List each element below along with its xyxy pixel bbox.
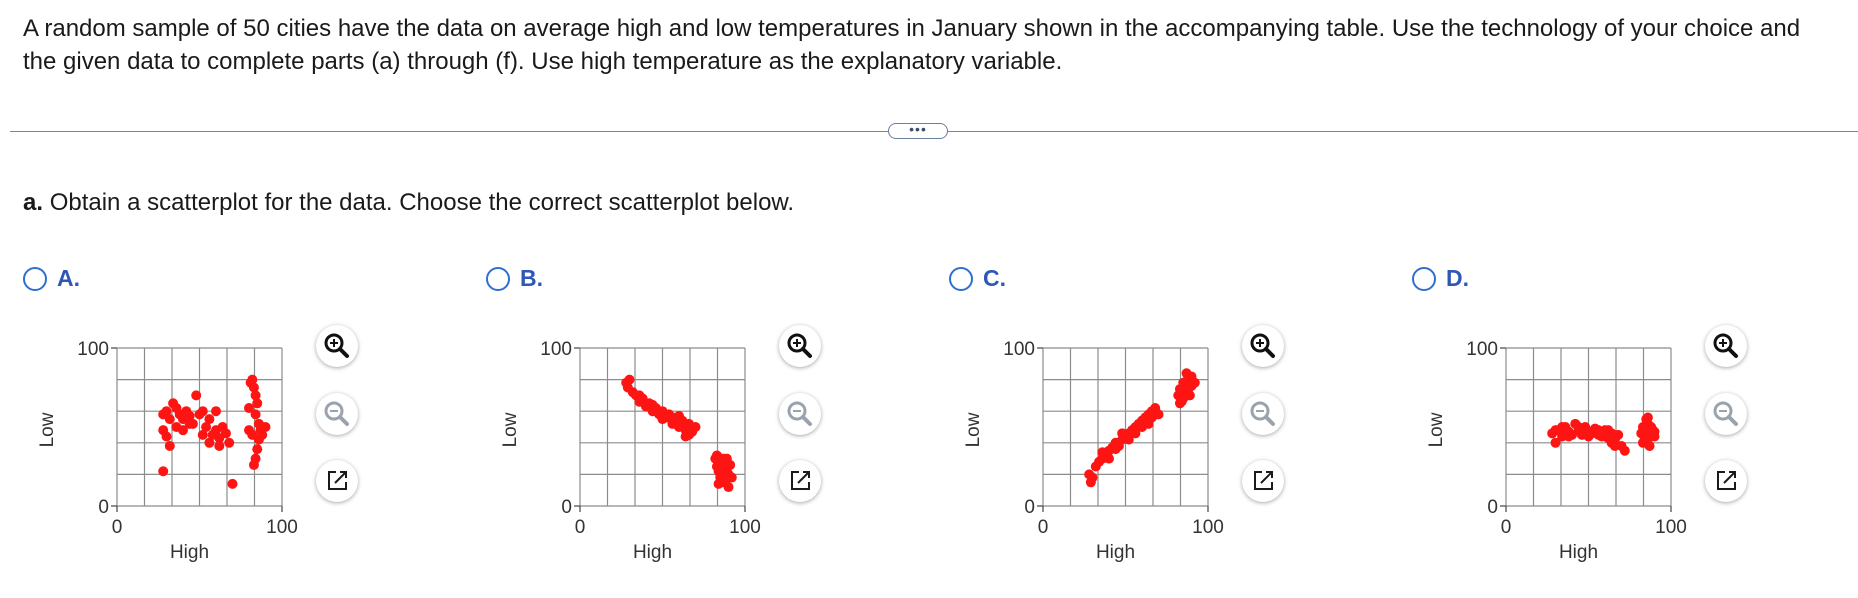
data-point — [204, 414, 214, 424]
y-tick-label-top: 100 — [1003, 339, 1035, 360]
y-axis-label: Low — [1426, 412, 1447, 448]
zoom-in-icon — [1705, 325, 1747, 367]
zoom-in-icon — [779, 325, 821, 367]
option-c-label[interactable]: C. — [983, 265, 1006, 291]
data-point — [244, 425, 254, 435]
data-point — [725, 460, 735, 470]
data-point — [165, 414, 175, 424]
y-axis-label: Low — [963, 412, 984, 448]
popout-icon — [316, 460, 358, 502]
data-point — [1088, 473, 1098, 483]
data-point — [1610, 441, 1620, 451]
question-intro: A random sample of 50 cities have the data on average high and low temperatures in January shown in the accompanying table. Use the technology of your choice and the given data to complete parts (a) through (f). Use high temperature as the explanatory variable. — [23, 15, 1801, 75]
data-point — [684, 430, 694, 440]
popout-icon-button[interactable] — [779, 460, 821, 502]
data-point — [1175, 384, 1185, 394]
data-points — [1084, 368, 1200, 487]
data-point — [221, 428, 231, 438]
zoom-out-icon — [1242, 393, 1284, 435]
popout-icon-button[interactable] — [1705, 460, 1747, 502]
data-point — [249, 460, 259, 470]
data-point — [162, 431, 172, 441]
zoom-out-icon-button[interactable] — [779, 393, 821, 435]
x-axis-label: High — [632, 542, 673, 563]
data-point — [1111, 444, 1121, 454]
data-point — [261, 422, 271, 432]
x-axis-label: High — [169, 542, 210, 563]
x-tick-label-right: 100 — [1192, 517, 1224, 538]
popout-icon-button[interactable] — [316, 460, 358, 502]
data-point — [648, 400, 658, 410]
zoom-out-icon-button[interactable] — [1705, 393, 1747, 435]
y-tick-label-bottom: 0 — [98, 497, 109, 518]
popout-icon — [1705, 460, 1747, 502]
scatterplot-d — [1412, 265, 1687, 575]
data-point — [251, 409, 261, 419]
y-tick-label-bottom: 0 — [561, 497, 572, 518]
scatterplot-a — [23, 265, 298, 575]
zoom-in-icon-button[interactable] — [779, 325, 821, 367]
data-point — [674, 411, 684, 421]
zoom-out-icon — [779, 393, 821, 435]
y-tick-label-top: 100 — [540, 339, 572, 360]
data-point — [165, 441, 175, 451]
data-point — [1182, 368, 1192, 378]
data-point — [191, 390, 201, 400]
data-point — [228, 479, 238, 489]
data-point — [1147, 413, 1157, 423]
data-point — [1584, 431, 1594, 441]
y-axis-label: Low — [500, 412, 521, 448]
data-point — [252, 444, 262, 454]
data-point — [634, 397, 644, 407]
data-point — [204, 438, 214, 448]
data-point — [691, 422, 701, 432]
x-tick-label-right: 100 — [266, 517, 298, 538]
data-point — [1190, 378, 1200, 388]
data-point — [1557, 422, 1567, 432]
data-point — [658, 414, 668, 424]
part-a-prompt — [23, 189, 794, 217]
x-tick-label-right: 100 — [1655, 517, 1687, 538]
zoom-out-icon — [316, 393, 358, 435]
x-tick-label-right: 100 — [729, 517, 761, 538]
data-point — [1603, 425, 1613, 435]
y-tick-label-bottom: 0 — [1487, 497, 1498, 518]
data-point — [198, 406, 208, 416]
option-b-label[interactable]: B. — [520, 265, 543, 291]
zoom-out-icon-button[interactable] — [1242, 393, 1284, 435]
popout-icon — [779, 460, 821, 502]
scatterplot-b — [486, 265, 761, 575]
data-point — [724, 482, 734, 492]
data-point — [1104, 454, 1114, 464]
data-point — [1643, 413, 1653, 423]
option-d-label[interactable]: D. — [1446, 265, 1469, 291]
y-axis-label: Low — [37, 412, 58, 448]
zoom-in-icon-button[interactable] — [1242, 325, 1284, 367]
y-tick-label-bottom: 0 — [1024, 497, 1035, 518]
option-a-label[interactable]: A. — [57, 265, 80, 291]
part-a-text: Obtain a scatterplot for the data. Choose the correct scatterplot below. — [49, 189, 795, 216]
data-point — [1620, 446, 1630, 456]
zoom-in-icon-button[interactable] — [1705, 325, 1747, 367]
x-tick-label-left: 0 — [111, 517, 123, 538]
data-point — [214, 441, 224, 451]
y-tick-label-top: 100 — [77, 339, 109, 360]
data-points — [158, 375, 270, 489]
popout-icon-button[interactable] — [1242, 460, 1284, 502]
data-point — [211, 406, 221, 416]
data-point — [224, 438, 234, 448]
zoom-in-icon-button[interactable] — [316, 325, 358, 367]
data-point — [1645, 441, 1655, 451]
data-point — [252, 398, 262, 408]
x-tick-label-left: 0 — [1037, 517, 1049, 538]
data-point — [1641, 428, 1651, 438]
data-point — [185, 419, 195, 429]
zoom-out-icon — [1705, 393, 1747, 435]
zoom-in-icon — [1242, 325, 1284, 367]
zoom-out-icon-button[interactable] — [316, 393, 358, 435]
x-axis-label: High — [1095, 542, 1136, 563]
data-point — [1574, 422, 1584, 432]
x-tick-label-left: 0 — [574, 517, 586, 538]
y-tick-label-top: 100 — [1466, 339, 1498, 360]
x-tick-label-left: 0 — [1500, 517, 1512, 538]
popout-icon — [1242, 460, 1284, 502]
data-point — [198, 430, 208, 440]
data-point — [1613, 430, 1623, 440]
scatterplot-c — [949, 265, 1224, 575]
data-points — [1547, 413, 1659, 456]
data-point — [625, 375, 635, 385]
zoom-in-icon — [316, 325, 358, 367]
data-point — [715, 469, 725, 479]
more-button[interactable]: ••• — [888, 123, 948, 139]
part-a-label: a. — [23, 189, 44, 216]
data-point — [158, 466, 168, 476]
data-point — [1185, 390, 1195, 400]
x-axis-label: High — [1558, 542, 1599, 563]
data-point — [1564, 431, 1574, 441]
